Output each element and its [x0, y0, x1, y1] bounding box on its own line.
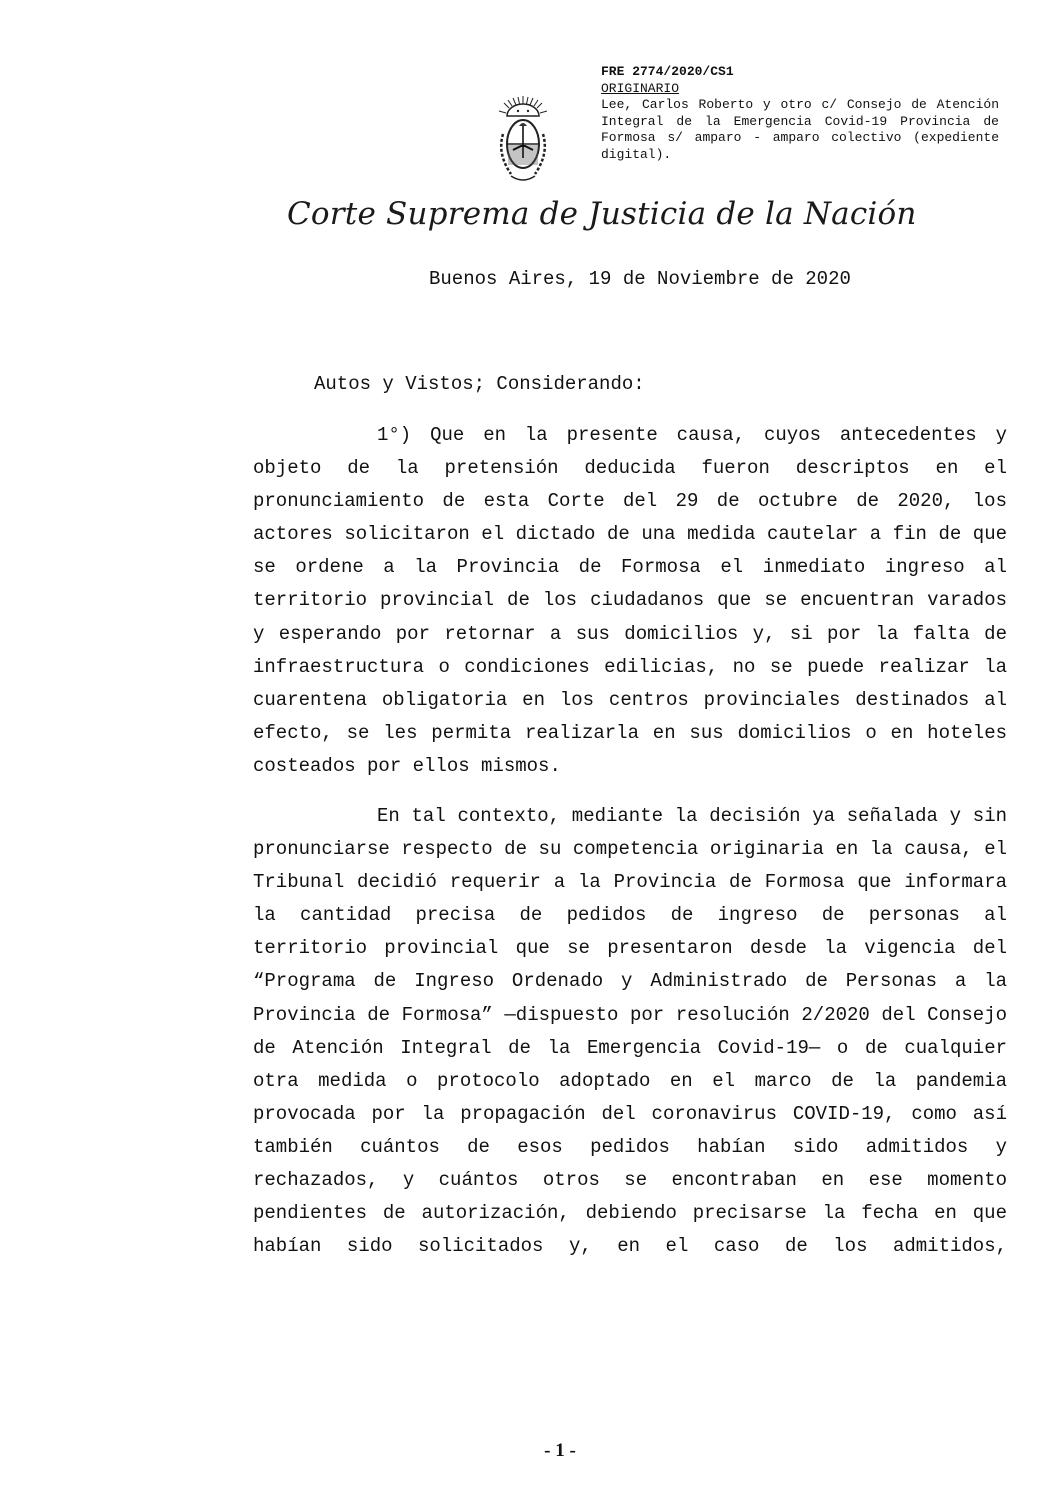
case-type: ORIGINARIO [601, 80, 680, 96]
coat-of-arms-icon [491, 94, 555, 190]
court-name: Corte Suprema de Justicia de la Nación [287, 196, 917, 232]
heading: Autos y Vistos; Considerando: [314, 373, 645, 395]
case-header [601, 64, 999, 163]
case-title: Lee, Carlos Roberto y otro c/ Consejo de Atención Integral de la Emergencia Covid-19 Provincia de Formosa s/ amparo - amparo colectivo (expediente digital). [601, 97, 999, 162]
page-number: - 1 - [544, 1440, 576, 1461]
paragraph-2: En tal contexto, mediante la decisión ya señalada y sin pronunciarse respecto de su competencia originaria en la causa, el Tribunal decidió requerir a la Provincia de Formosa que informara la cantidad precisa de pedidos de ingreso de personas al territorio provincial que se presentaron desde la vigencia del “Programa de Ingreso Ordenado y Administrado de Personas a la Provincia de Formosa” —dispuesto por resolución 2/2020 del Consejo de Atención Integral de la Emergencia Covid-19— o de cualquier otra medida o protocolo adoptado en el marco de la pandemia provocada por la propagación del coronavirus COVID-19, como así también cuántos de esos pedidos habían sido admitidos y rechazados, y cuántos otros se encontraban en ese momento pendientes de autorización, debiendo precisarse la fecha en que habían sido solicitados y, en el caso de los admitidos, [253, 805, 1007, 1258]
date-line: Buenos Aires, 19 de Noviembre de 2020 [429, 268, 851, 290]
case-id: FRE 2774/2020/CS1 [601, 64, 734, 79]
paragraph-1: 1°) Que en la presente causa, cuyos antecedentes y objeto de la pretensión deducida fueron descriptos en el pronunciamiento de esta Corte del 29 de octubre de 2020, los actores solicitaron el dictado de una medida cautelar a fin de que se ordene a la Provincia de Formosa el inmediato ingreso al territorio provincial de los ciudadanos que se encuentran varados y esperando por retornar a sus domicilios y, si por la falta de infraestructura o condiciones edilicias, no se puede realizar la cuarentena obligatoria en los centros provinciales destinados al efecto, se les permita realizarla en sus domicilios o en hoteles costeados por ellos mismos. [253, 424, 1007, 777]
